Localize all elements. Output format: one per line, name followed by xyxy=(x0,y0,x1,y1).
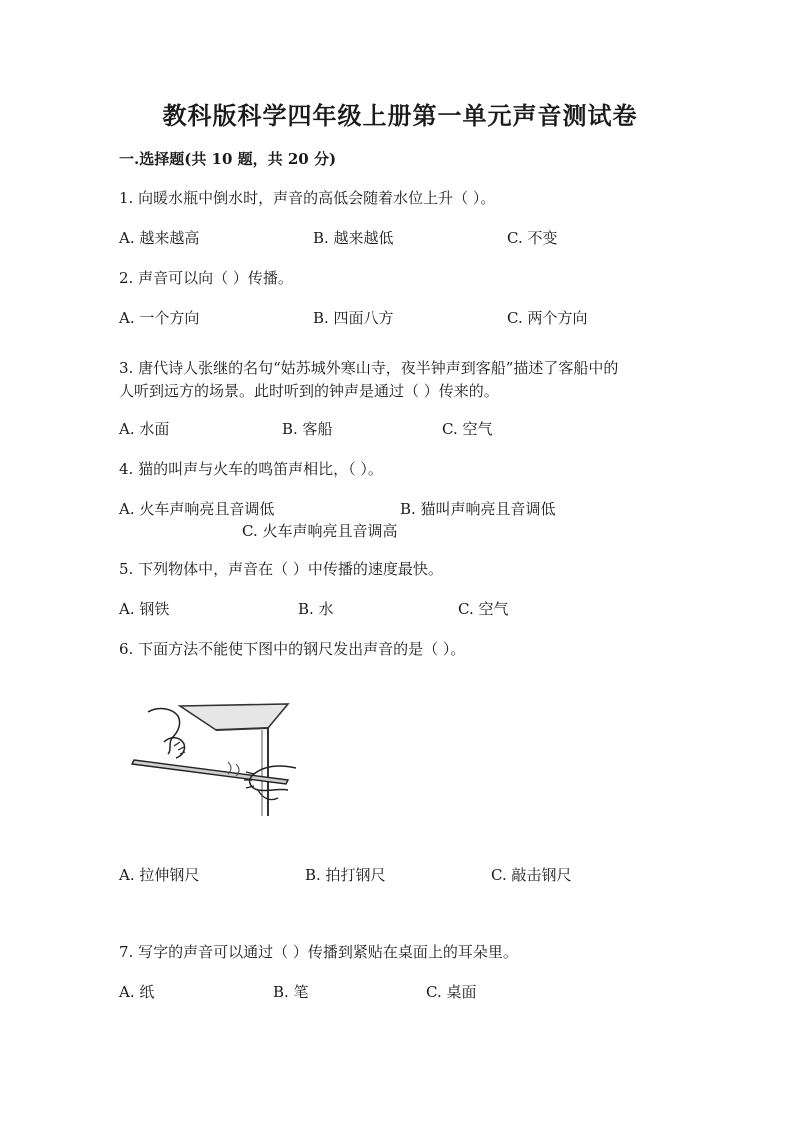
question-4: 4. 猫的叫声与火车的鸣笛声相比，（ ）。 xyxy=(119,460,383,478)
q3-option-c: C. 空气 xyxy=(442,420,493,438)
q7-option-b: B. 笔 xyxy=(273,983,309,1001)
question-7: 7. 写字的声音可以通过（ ）传播到紧贴在桌面上的耳朵里。 xyxy=(119,943,518,961)
question-3-line-1: 3. 唐代诗人张继的名句“姑苏城外寒山寺，夜半钟声到客船”描述了客船中的 xyxy=(119,359,619,377)
ruler-on-table-figure xyxy=(128,698,296,820)
q4-option-b: B. 猫叫声响亮且音调低 xyxy=(400,500,556,518)
steel-ruler xyxy=(132,760,288,784)
q5-option-b: B. 水 xyxy=(298,600,334,618)
q5-option-a: A. 钢铁 xyxy=(119,600,170,618)
q4-option-c: C. 火车声响亮且音调高 xyxy=(242,522,398,540)
q3-option-b: B. 客船 xyxy=(282,420,333,438)
q6-option-b: B. 拍打钢尺 xyxy=(305,866,386,884)
question-1: 1. 向暖水瓶中倒水时，声音的高低会随着水位上升（ ）。 xyxy=(119,189,496,207)
q7-option-c: C. 桌面 xyxy=(426,983,477,1001)
q6-option-c: C. 敲击钢尺 xyxy=(491,866,572,884)
q3-option-a: A. 水面 xyxy=(119,420,170,438)
q6-option-a: A. 拉伸钢尺 xyxy=(119,866,200,884)
q2-option-b: B. 四面八方 xyxy=(313,309,394,327)
q4-option-a: A. 火车声响亮且音调低 xyxy=(119,500,275,518)
section-heading: 一.选择题(共 10 题，共 20 分) xyxy=(119,150,337,168)
page-title: 教科版科学四年级上册第一单元声音测试卷 xyxy=(162,101,638,130)
question-3-line-2: 人听到远方的场景。此时听到的钟声是通过（ ）传来的。 xyxy=(119,382,499,400)
q1-option-a: A. 越来越高 xyxy=(119,229,200,247)
q1-option-c: C. 不变 xyxy=(507,229,558,247)
q2-option-a: A. 一个方向 xyxy=(119,309,200,327)
question-2: 2. 声音可以向（ ）传播。 xyxy=(119,269,293,287)
q1-option-b: B. 越来越低 xyxy=(313,229,394,247)
q2-option-c: C. 两个方向 xyxy=(507,309,588,327)
left-arm xyxy=(148,709,180,754)
q5-option-c: C. 空气 xyxy=(458,600,509,618)
question-5: 5. 下列物体中，声音在（ ）中传播的速度最快。 xyxy=(119,560,443,578)
question-6: 6. 下面方法不能使下图中的钢尺发出声音的是（ ）。 xyxy=(119,640,466,658)
q7-option-a: A. 纸 xyxy=(119,983,155,1001)
table-top xyxy=(180,704,288,730)
